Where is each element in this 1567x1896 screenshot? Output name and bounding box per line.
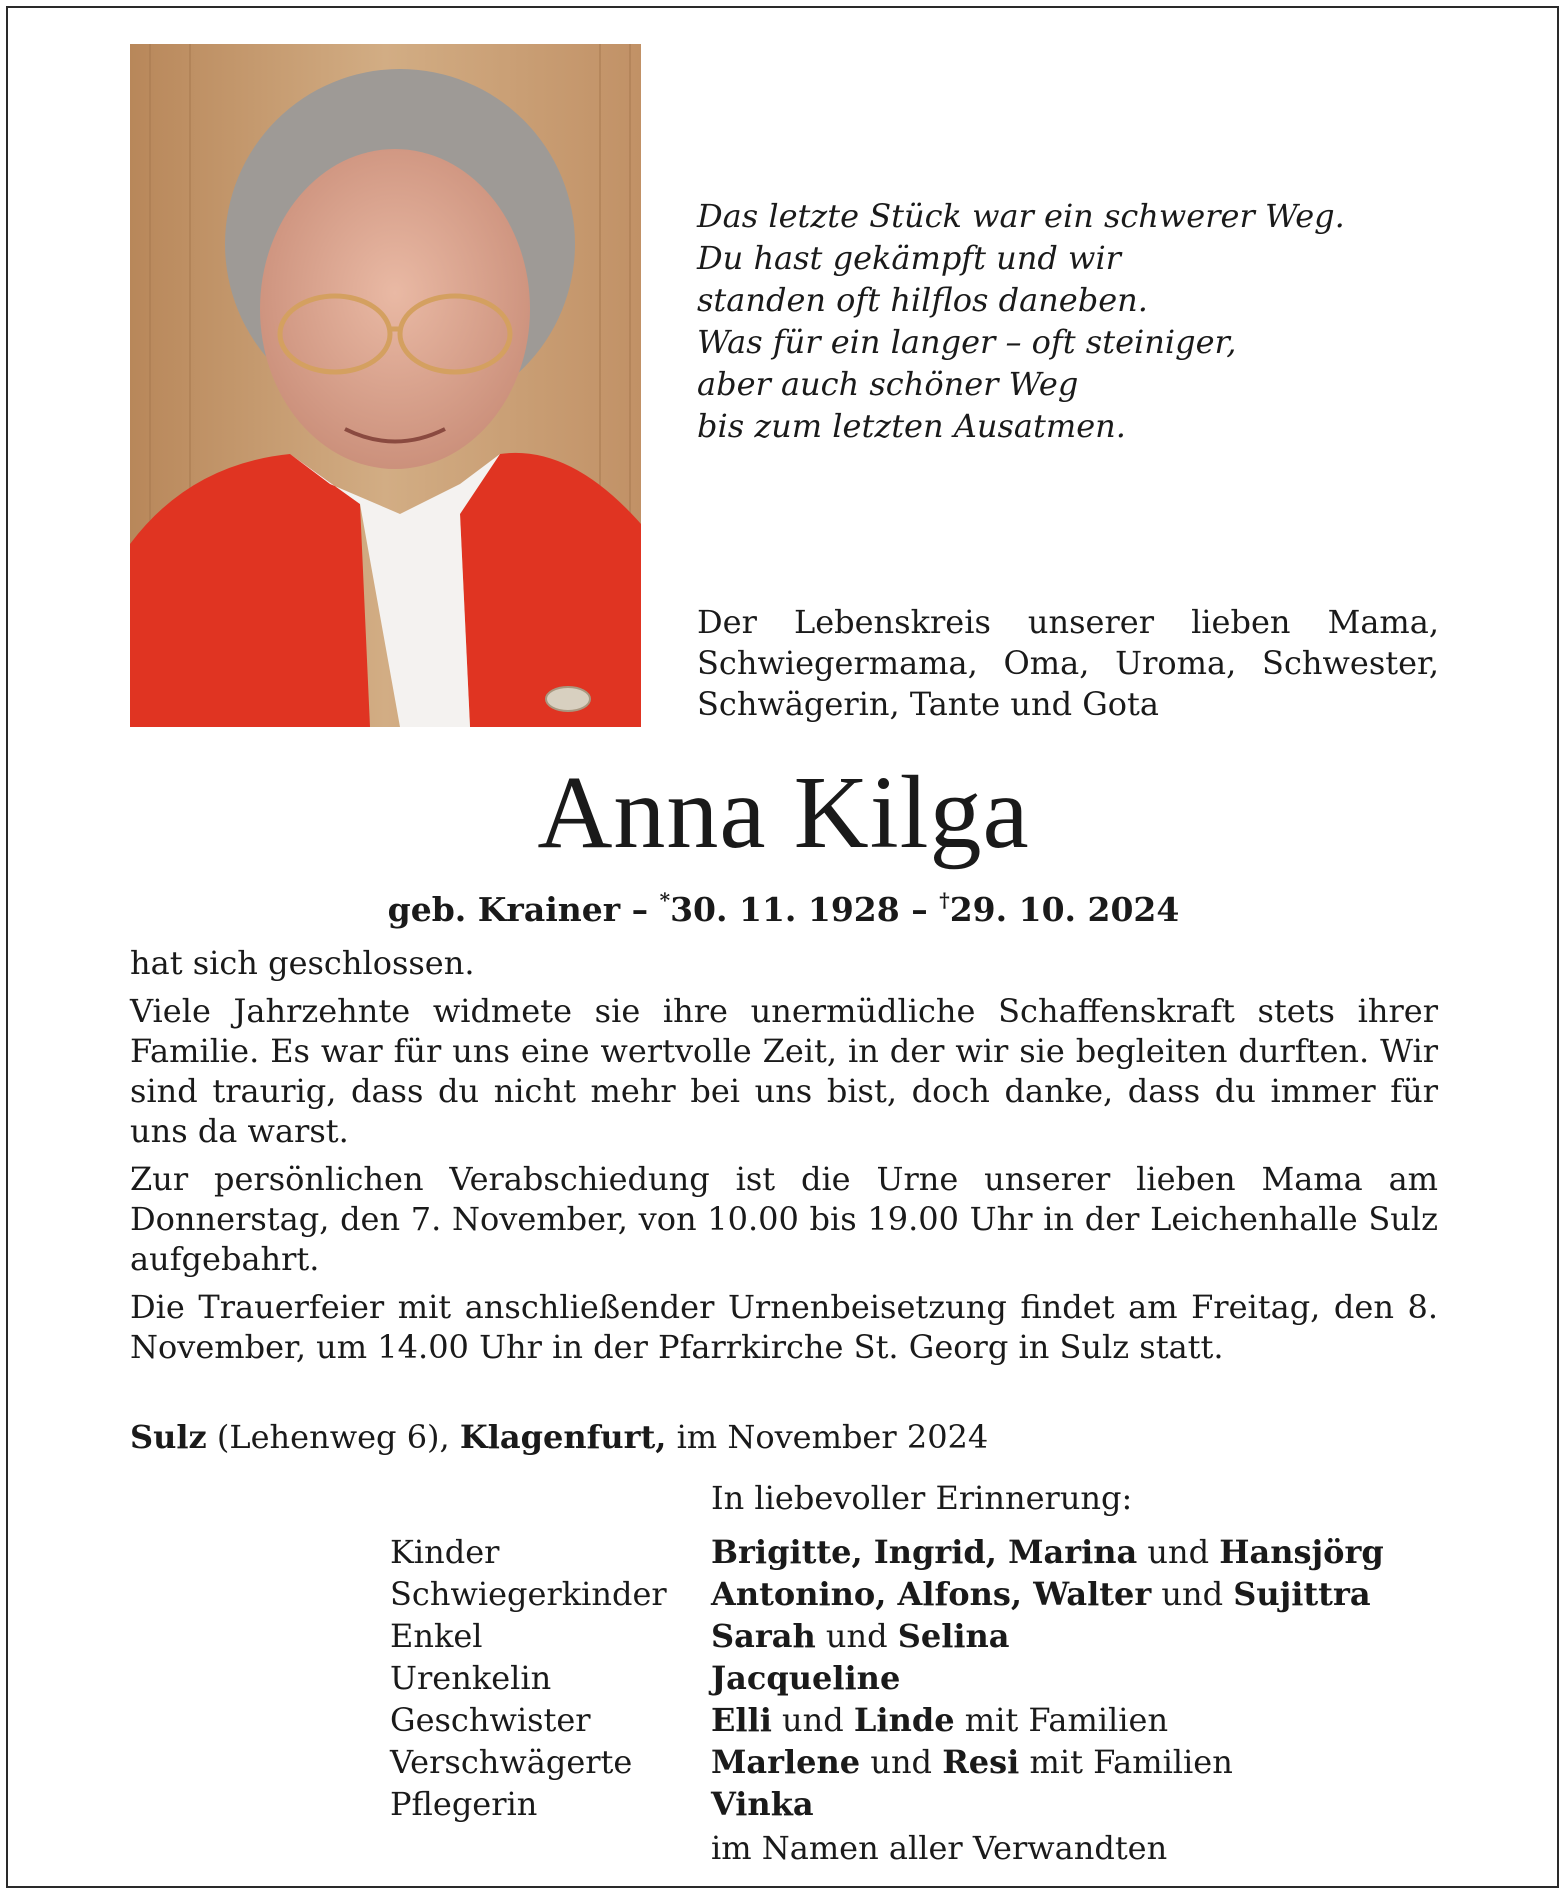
connector-text: und xyxy=(860,1743,943,1781)
death-date: 29. 10. 2024 xyxy=(949,890,1180,929)
relative-name: Sarah xyxy=(711,1617,816,1655)
place-date-line xyxy=(130,1416,988,1458)
poem-line: bis zum letzten Ausatmen. xyxy=(697,407,1126,445)
connector-text: und xyxy=(815,1617,898,1655)
relative-name: Antonino, Alfons, Walter xyxy=(711,1575,1152,1613)
relation-label: Kinder xyxy=(390,1533,500,1571)
family-row xyxy=(390,1531,1384,1573)
relation-label: Geschwister xyxy=(390,1701,591,1739)
family-row xyxy=(390,1741,1384,1783)
connector-text: und xyxy=(1137,1533,1220,1571)
poem-line: Was für ein langer – oft steiniger, xyxy=(697,323,1237,361)
poem-line: Du hast gekämpft und wir xyxy=(697,239,1121,277)
relative-names xyxy=(711,1783,814,1825)
deceased-name: Anna Kilga xyxy=(537,755,1030,870)
remembrance-heading: In liebevoller Erinnerung: xyxy=(711,1479,1133,1517)
relative-name: Vinka xyxy=(711,1785,814,1823)
relation-label: Schwiegerkinder xyxy=(390,1575,667,1613)
relative-name: Resi xyxy=(942,1743,1020,1781)
family-row xyxy=(390,1783,1384,1825)
paragraph: hat sich geschlossen. xyxy=(130,944,475,982)
family-row xyxy=(390,1657,1384,1699)
poem-line: Das letzte Stück war ein schwerer Weg. xyxy=(697,197,1345,235)
poem-line: standen oft hilflos daneben. xyxy=(697,281,1148,319)
poem-line: aber auch schöner Weg xyxy=(697,365,1079,403)
town: Klagenfurt, xyxy=(459,1418,667,1456)
relative-name: Marlene xyxy=(711,1743,861,1781)
relative-name: Sujittra xyxy=(1233,1575,1371,1613)
relation-label: Verschwägerte xyxy=(390,1743,633,1781)
dash: – xyxy=(631,890,649,929)
family-row xyxy=(390,1573,1384,1615)
family-row xyxy=(390,1699,1384,1741)
paragraph: Zur persönlichen Verabschiedung ist die Urne unserer lieben Mama am Donnerstag, den 7. November, von 10.00 bis 19.00 Uhr in der Leichenhalle Sulz aufgebahrt. xyxy=(130,1160,1438,1278)
death-symbol: † xyxy=(939,888,950,912)
relation-label: Pflegerin xyxy=(390,1785,538,1823)
dash: – xyxy=(911,890,928,929)
relation-label: Urenkelin xyxy=(390,1659,552,1697)
family-list xyxy=(390,1531,1384,1825)
life-dates xyxy=(0,878,1567,932)
relative-names xyxy=(711,1573,1371,1615)
paragraph: Die Trauerfeier mit anschließender Urnenbeisetzung findet am Freitag, den 8. November, um 14.00 Uhr in der Pfarrkirche St. Georg in Sulz statt. xyxy=(130,1288,1438,1366)
family-row xyxy=(390,1615,1384,1657)
relative-name: Elli xyxy=(711,1701,772,1739)
intro-text: Der Lebenskreis unserer lieben Mama, Schwiegermama, Oma, Uroma, Schwester, Schwägerin, Tante und Gota xyxy=(697,603,1439,723)
birth-symbol: * xyxy=(659,888,671,912)
relative-name: Hansjörg xyxy=(1219,1533,1384,1571)
paragraph: Viele Jahrzehnte widmete sie ihre unermüdliche Schaffenskraft stets ihrer Familie. Es war für uns eine wertvolle Zeit, in der wir sie begleiten durften. Wir sind traurig, dass du nicht mehr bei uns bist, doch danke, dass du immer für uns da warst. xyxy=(130,992,1438,1150)
relative-name: Jacqueline xyxy=(711,1659,901,1697)
relative-name: Brigitte, Ingrid, Marina xyxy=(711,1533,1138,1571)
connector-text: mit Familien xyxy=(1019,1743,1233,1781)
month-year: im November 2024 xyxy=(666,1418,989,1456)
address: (Lehenweg 6), xyxy=(206,1418,460,1456)
relative-name: Selina xyxy=(897,1617,1010,1655)
relative-names xyxy=(711,1699,1168,1741)
notice-body xyxy=(130,943,1438,1375)
relative-names xyxy=(711,1531,1384,1573)
connector-text: und xyxy=(771,1701,854,1739)
closing-line: im Namen aller Verwandten xyxy=(711,1829,1168,1867)
relation-label: Enkel xyxy=(390,1617,483,1655)
birth-name: geb. Krainer xyxy=(387,890,621,929)
relative-names xyxy=(711,1741,1233,1783)
relative-names xyxy=(711,1615,1010,1657)
birth-date: 30. 11. 1928 xyxy=(670,890,900,929)
town: Sulz xyxy=(130,1418,207,1456)
relative-names xyxy=(711,1657,900,1699)
connector-text: und xyxy=(1151,1575,1234,1613)
portrait-photo xyxy=(130,44,641,727)
connector-text: mit Familien xyxy=(954,1701,1169,1739)
relative-name: Linde xyxy=(853,1701,955,1739)
poem xyxy=(697,195,1457,447)
